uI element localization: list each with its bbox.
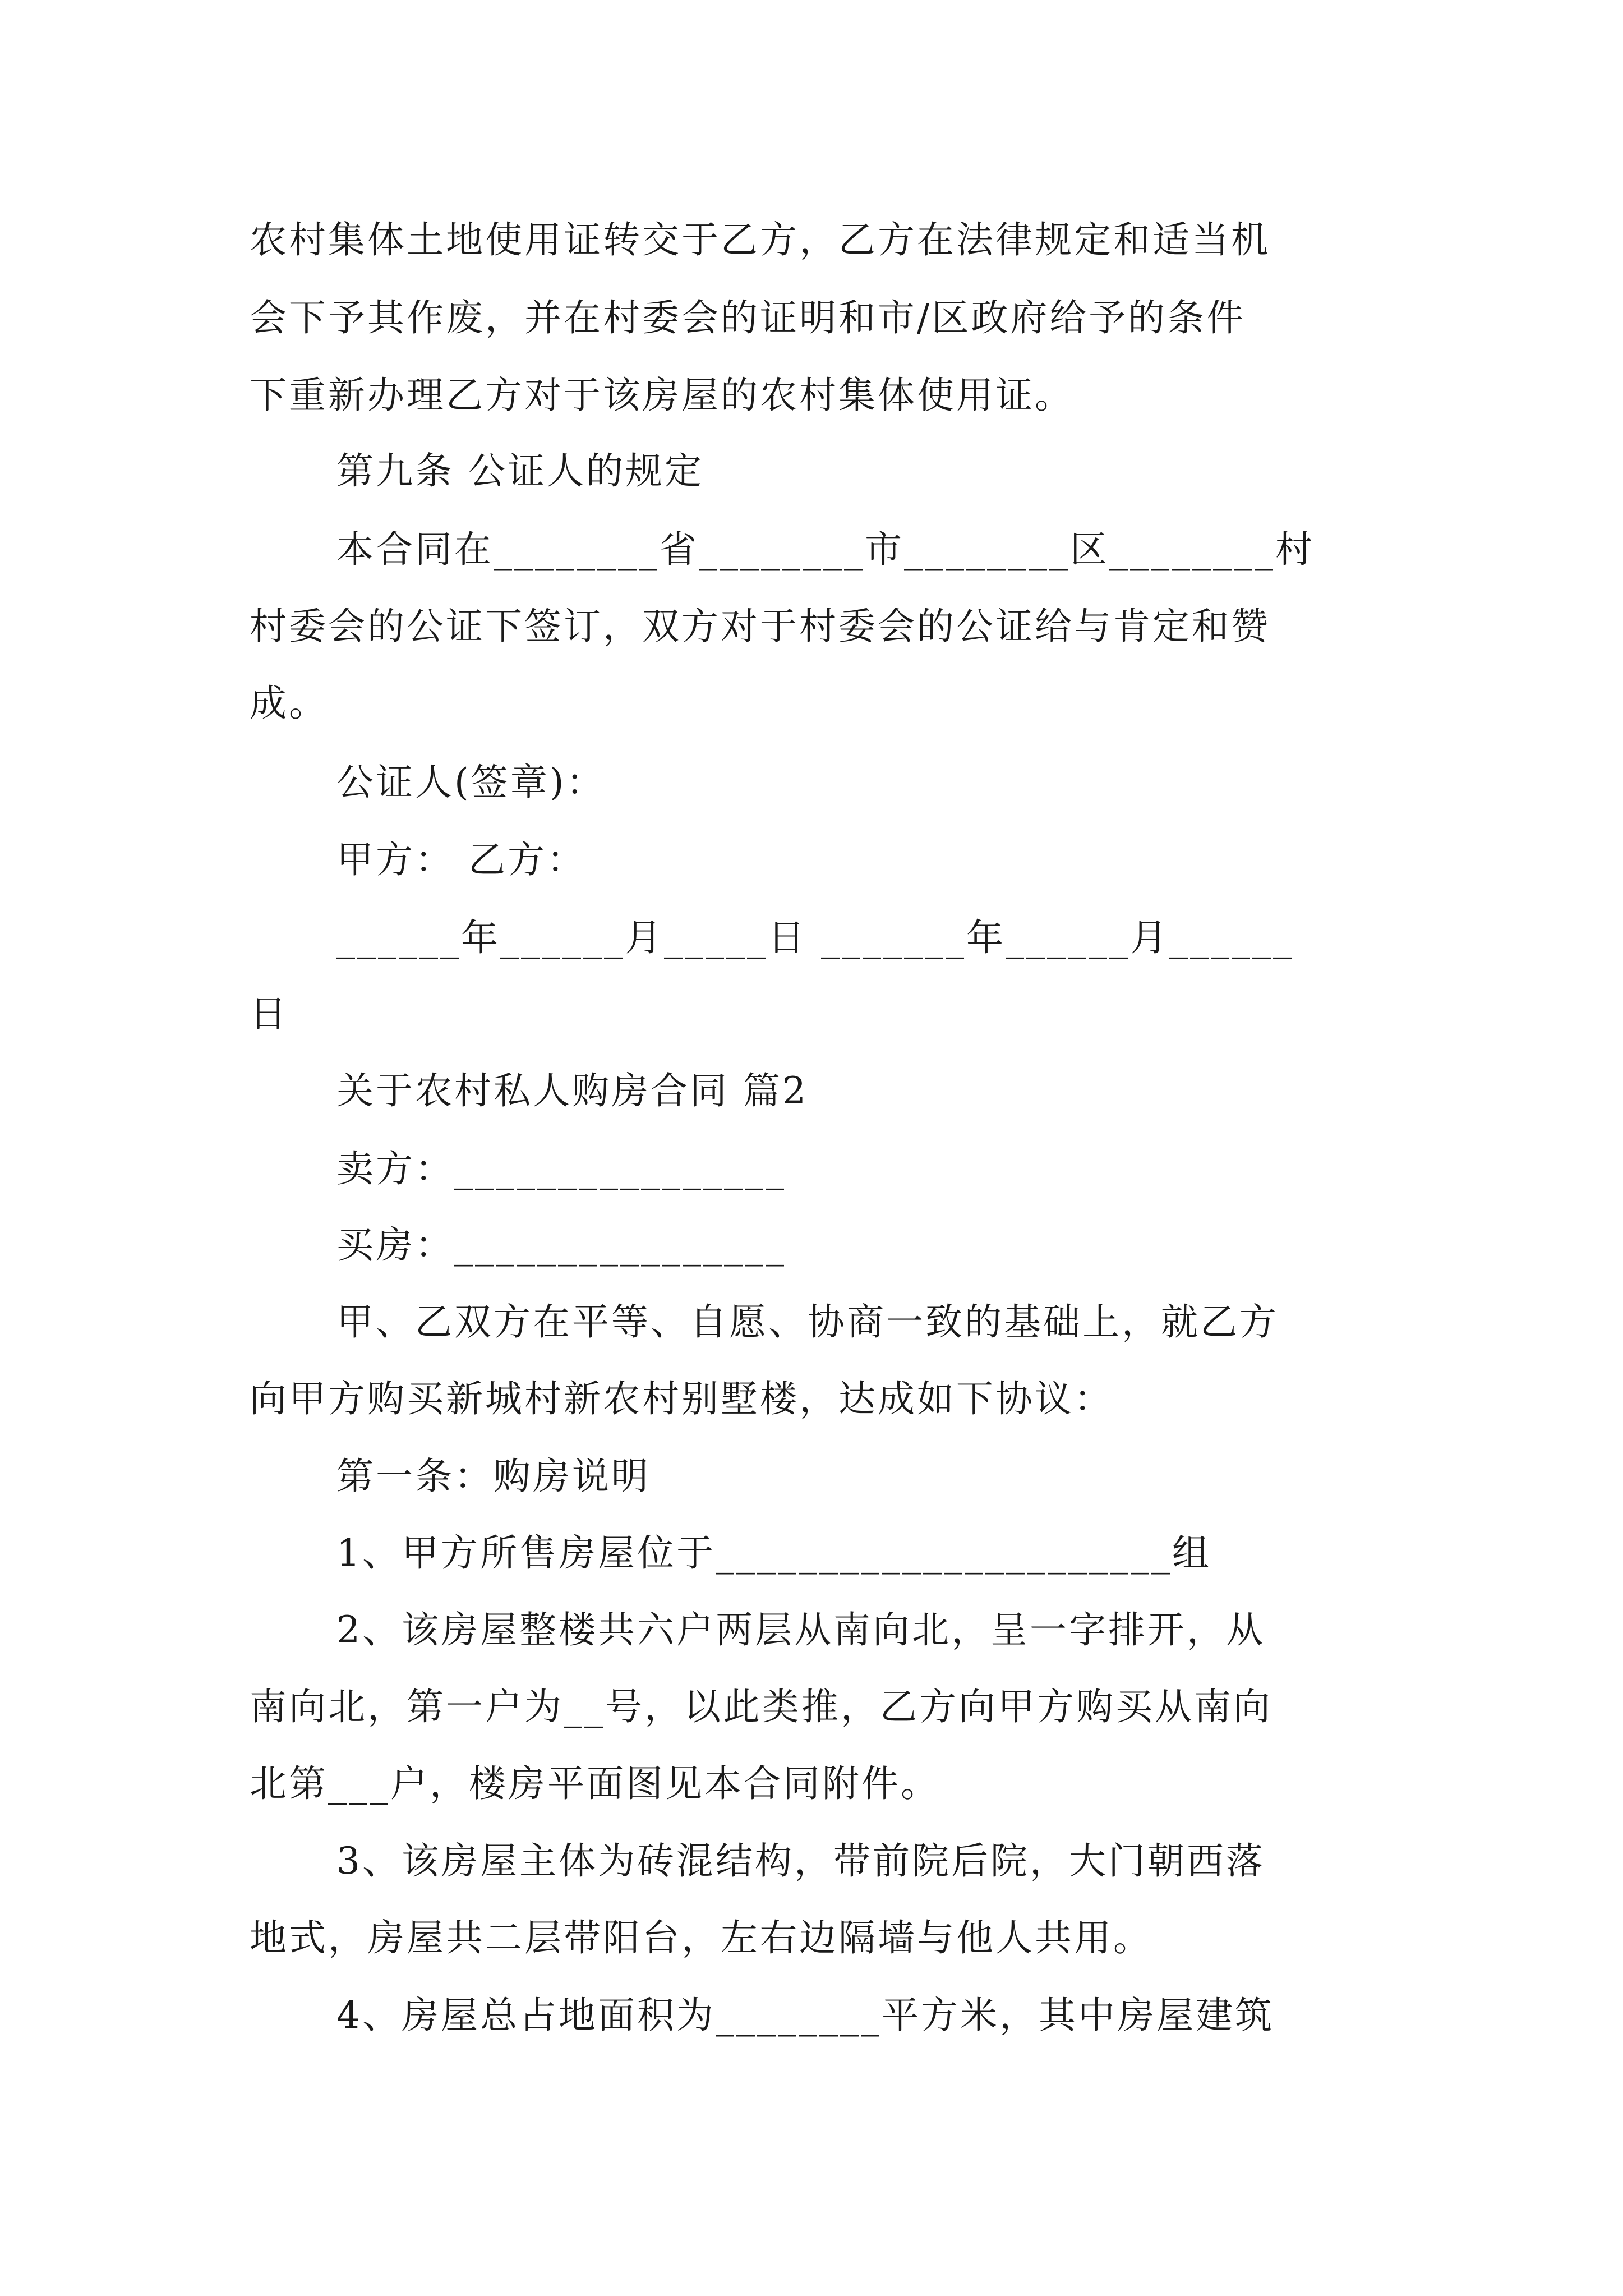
- text-line: [336, 915, 1388, 960]
- text-line: [336, 1839, 1388, 1884]
- text-line-content: 向甲方购买新城村新农村别墅楼，达成如下协议：: [250, 1377, 1113, 1420]
- text-line-content: 村委会的公证下签订，双方对于村委会的公证给与肯定和赞: [250, 605, 1270, 648]
- text-line: [336, 1454, 1388, 1499]
- text-line: [336, 838, 1388, 882]
- text-line-content: 3、该房屋主体为砖混结构，带前院后院，大门朝西落: [336, 1839, 1265, 1883]
- text-line: [336, 760, 1388, 805]
- text-line-content: 4、房屋总占地面积为________平方米，其中房屋建筑: [336, 1994, 1274, 2037]
- text-line-content: 下重新办理乙方对于该房屋的农村集体使用证。: [250, 374, 1074, 417]
- text-line-content: 南向北，第一户为__号，以此类推，乙方向甲方购买从南向: [250, 1685, 1272, 1728]
- text-line-content: 甲、乙双方在平等、自愿、协商一致的基础上，就乙方: [336, 1300, 1279, 1343]
- parties-label: 甲方： 乙方：: [336, 838, 586, 881]
- text-line: [250, 992, 1388, 1037]
- text-line: [336, 1147, 1388, 1191]
- signature-label: 公证人(签章)：: [336, 761, 606, 804]
- text-line: [336, 449, 1388, 494]
- text-line: [336, 1993, 1388, 2038]
- text-line: [250, 1916, 1388, 1961]
- text-line: [250, 1685, 1388, 1729]
- text-line: [250, 1761, 1388, 1806]
- buyer-field: 买房：________________: [336, 1223, 786, 1267]
- text-line: [250, 218, 1388, 263]
- date-line: ______年______月_____日 _______年______月______: [336, 916, 1294, 959]
- text-line: [250, 296, 1388, 341]
- seller-field: 卖方：________________: [336, 1147, 786, 1190]
- text-line-content: 农村集体土地使用证转交于乙方，乙方在法律规定和适当机: [250, 218, 1270, 261]
- text-line-content: 1、甲方所售房屋位于______________________组: [336, 1531, 1211, 1575]
- text-line: [336, 1300, 1388, 1345]
- text-line-content: 会下予其作废，并在村委会的证明和市/区政府给予的条件: [250, 296, 1246, 339]
- text-line: [336, 1069, 1388, 1114]
- text-line: [336, 1608, 1388, 1653]
- section-title: 关于农村私人购房合同 篇2: [336, 1069, 808, 1112]
- article-heading: 第一条：购房说明: [336, 1455, 651, 1498]
- text-line-content: 成。: [250, 682, 328, 725]
- text-line: [336, 527, 1388, 572]
- text-line-content: 北第___户，楼房平面图见本合同附件。: [250, 1762, 940, 1805]
- text-line-content: 日: [250, 992, 289, 1036]
- text-line-content: 地式，房屋共二层带阳台，左右边隔墙与他人共用。: [250, 1916, 1152, 1959]
- text-line: [250, 1377, 1388, 1421]
- text-line: [250, 681, 1388, 726]
- text-line-content: 2、该房屋整楼共六户两层从南向北，呈一字排开，从: [336, 1608, 1265, 1651]
- text-line: [250, 604, 1388, 649]
- text-line: [336, 1531, 1388, 1576]
- text-line: [336, 1223, 1388, 1268]
- text-line-content: 本合同在________省________市________区________村: [336, 528, 1315, 571]
- section-heading: 第九条 公证人的规定: [336, 449, 704, 493]
- text-line: [250, 373, 1388, 418]
